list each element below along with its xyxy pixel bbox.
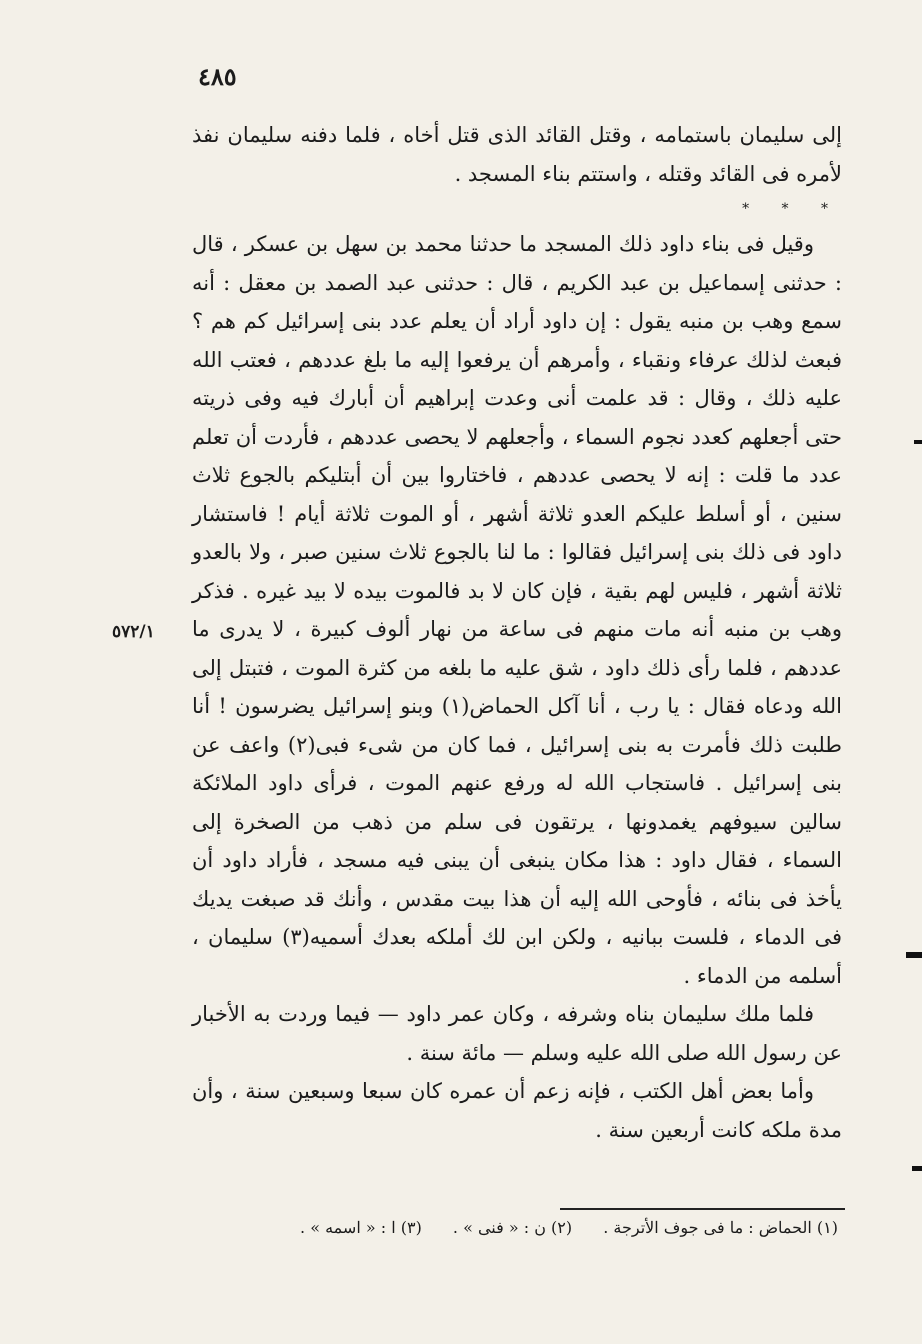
page-number: ٤٨٥: [198, 62, 237, 91]
main-text: [192, 116, 842, 1149]
section-separator: * * *: [742, 201, 842, 217]
paragraph-3: فلما ملك سليمان بناه وشرفه ، وكان عمر داود — فيما وردت به الأخبار عن رسول الله صلى الله عليه وسلم — مائة سنة .: [192, 1002, 842, 1065]
scan-edge-mark-top: [914, 440, 922, 444]
paragraph-1: إلى سليمان باستمامه ، وقتل القائد الذى قتل أخاه ، فلما دفنه سليمان نفذ لأمره فى القائد وقتله ، واستتم بناء المسجد .: [192, 123, 842, 186]
footnotes: [198, 1218, 838, 1237]
scan-edge-mark-middle: [906, 952, 922, 958]
paragraph-4: وأما بعض أهل الكتب ، فإنه زعم أن عمره كان سبعا وسبعين سنة ، وأن مدة ملكه كانت أربعين سنة .: [192, 1079, 842, 1142]
footnote-2: (٢) ن : « فنى » .: [452, 1218, 573, 1237]
paragraph-2: وقيل فى بناء داود ذلك المسجد ما حدثنا محمد بن سهل بن عسكر ، قال : حدثنى إسماعيل بن عبد الكريم ، قال : حدثنى عبد الصمد بن معقل : أنه سمع وهب بن منبه يقول : إن داود أراد أن يعلم عدد بنى إسرائيل كم هم ؟ فبعث لذلك عرفاء ونقباء ، وأمرهم أن يرفعوا إليه ما بلغ عددهم ، فعتب الله عليه ذلك ، وقال : قد علمت أنى وعدت إبراهيم أن أبارك فيه وفى ذريته حتى أجعلهم كعدد نجوم السماء ، وأجعلهم لا يحصى عددهم ، فأردت أن تعلم عدد ما قلت : إنه لا يحصى عددهم ، فاختاروا بين أن أبتليكم بالجوع ثلاث سنين ، أو أسلط عليكم العدو ثلاثة أشهر ، أو الموت ثلاثة أيام ! فاستشار داود فى ذلك بنى إسرائيل فقالوا : ما لنا بالجوع ثلاث سنين صبر ، ولا بالعدو ثلاثة أشهر ، فليس لهم بقية ، فإن كان لا بد فالموت بيده لا بيد غيره . فذكر وهب بن منبه أنه مات منهم فى ساعة من نهار ألوف كبيرة ، لا يدرى ما عددهم ، فلما رأى ذلك داود ، شق عليه ما بلغه من كثرة الموت ، فتبتل إلى الله ودعاه فقال : يا رب ، أنا آكل الحماض(١) وبنو إسرائيل يضرسون ! أنا طلبت ذلك فأمرت به بنى إسرائيل ، فما كان من شىء فبى(٢) واعف عن بنى إسرائيل . فاستجاب الله له ورفع عنهم الموت ، فرأى داود الملائكة سالين سيوفهم يغمدونها ، يرتقون فى سلم من ذهب من الصخرة إلى السماء ، فقال داود : هذا مكان ينبغى أن يبنى فيه مسجد ، فأراد داود أن يأخذ فى بنائه ، فأوحى الله إليه أن هذا بيت مقدس ، وأنك قد صبغت يديك فى الدماء ، فلست ببانيه ، ولكن ابن لك أملكه بعدك أسميه(٣) سليمان ، أسلمه من الدماء .: [192, 232, 843, 988]
footnote-1: (١) الحماض : ما فى جوف الأترجة .: [603, 1218, 838, 1237]
scan-edge-mark-bottom: [912, 1166, 922, 1171]
footnote-3: (٣) ا : « اسمه » .: [300, 1218, 422, 1237]
margin-reference: ٥٧٢/١: [112, 622, 155, 642]
footnote-divider: [560, 1208, 845, 1210]
